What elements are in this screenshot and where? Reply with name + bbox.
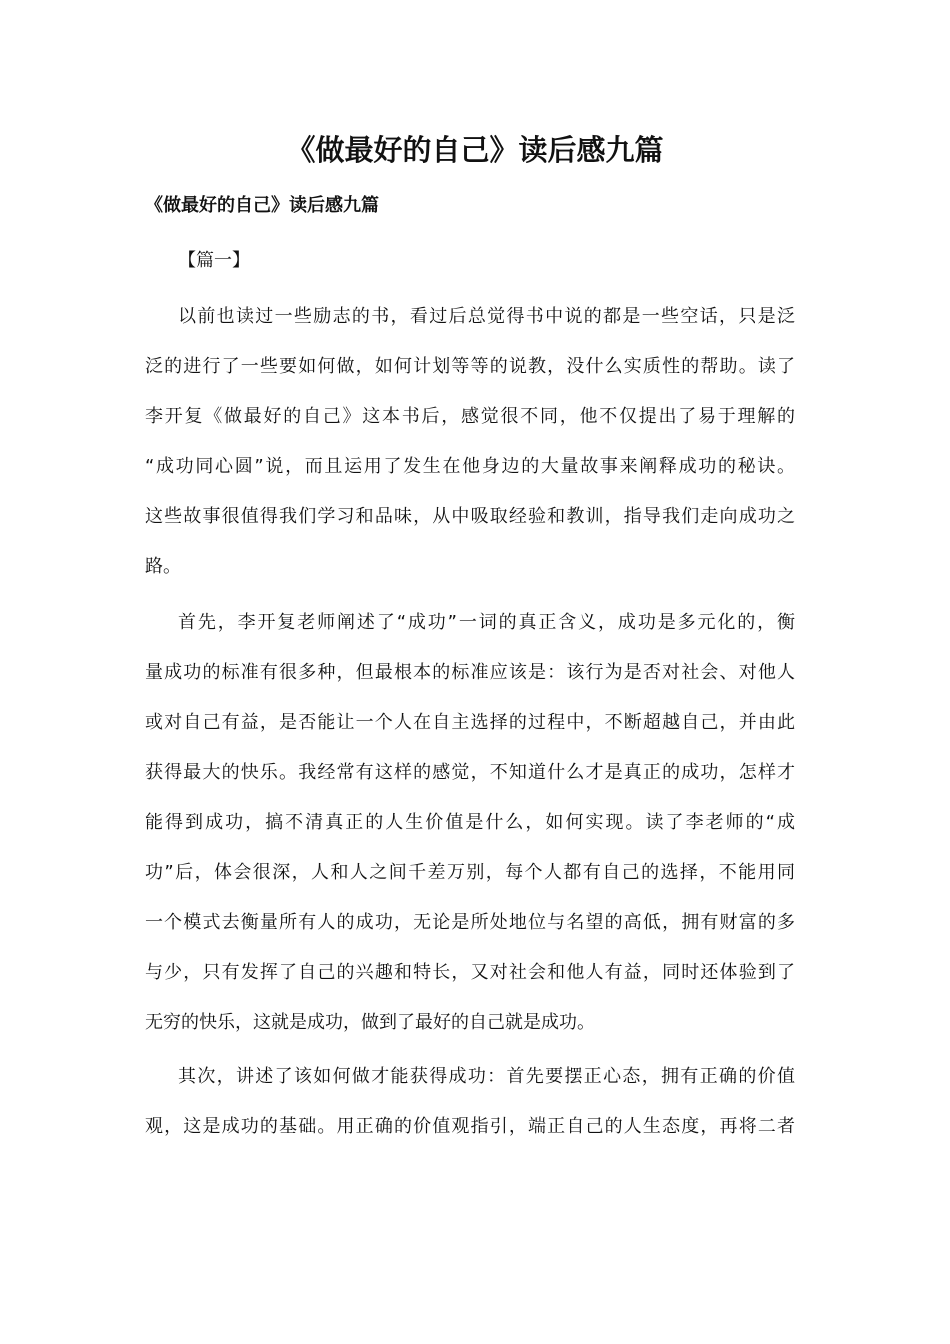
paragraph-3 <box>145 1052 795 1152</box>
paragraph-1 <box>145 292 795 592</box>
paragraph-line: “成功同心圆”说，而且运用了发生在他身边的大量故事来阐释成功的秘诀。 <box>145 456 795 477</box>
paragraph-line: 量成功的标准有很多种，但最根本的标准应该是：该行为是否对社会、对他人 <box>145 662 795 683</box>
document-subtitle: 《做最好的自己》读后感九篇 <box>145 195 379 216</box>
document-title: 《做最好的自己》读后感九篇 <box>286 133 664 167</box>
paragraph-line: 其次，讲述了该如何做才能获得成功：首先要摆正心态，拥有正确的价值 <box>178 1066 795 1087</box>
paragraph-line: 首先，李开复老师阐述了“成功”一词的真正含义，成功是多元化的，衡 <box>178 612 795 633</box>
section-label: 【篇一】 <box>178 250 250 271</box>
paragraph-line: 功”后，体会很深，人和人之间千差万别，每个人都有自己的选择，不能用同 <box>145 862 795 883</box>
paragraph-line: 路。 <box>145 556 181 577</box>
paragraph-line: 与少，只有发挥了自己的兴趣和特长，又对社会和他人有益，同时还体验到了 <box>145 962 795 983</box>
paragraph-line: 或对自己有益，是否能让一个人在自主选择的过程中，不断超越自己，并由此 <box>145 712 795 733</box>
paragraph-line: 一个模式去衡量所有人的成功，无论是所处地位与名望的高低，拥有财富的多 <box>145 912 795 933</box>
paragraph-line: 李开复《做最好的自己》这本书后，感觉很不同，他不仅提出了易于理解的 <box>145 406 795 427</box>
paragraph-line: 能得到成功，搞不清真正的人生价值是什么，如何实现。读了李老师的“成 <box>145 812 795 833</box>
paragraph-line: 观，这是成功的基础。用正确的价值观指引，端正自己的人生态度，再将二者 <box>145 1116 795 1137</box>
paragraph-line: 这些故事很值得我们学习和品味，从中吸取经验和教训，指导我们走向成功之 <box>145 506 795 527</box>
paragraph-line: 以前也读过一些励志的书，看过后总觉得书中说的都是一些空话，只是泛 <box>178 306 795 327</box>
paragraph-line: 获得最大的快乐。我经常有这样的感觉，不知道什么才是真正的成功，怎样才 <box>145 762 795 783</box>
paragraph-2 <box>145 598 795 1048</box>
paragraph-line: 无穷的快乐，这就是成功，做到了最好的自己就是成功。 <box>145 1012 595 1033</box>
paragraph-line: 泛的进行了一些要如何做，如何计划等等的说教，没什么实质性的帮助。读了 <box>145 356 795 377</box>
